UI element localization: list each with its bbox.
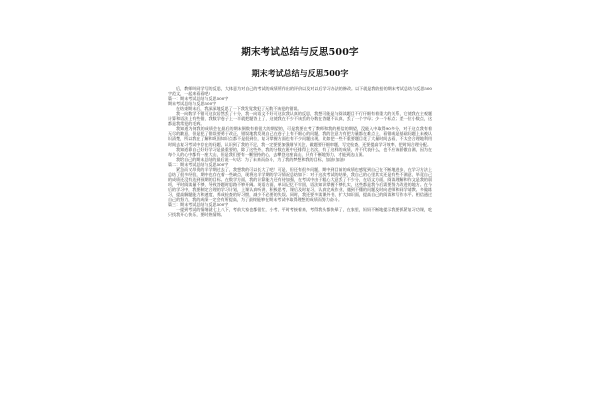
body-paragraph: 在结束期末后，我深深地反思了一下我发觉我犯了无数不该犯的错误。 [176, 106, 302, 112]
document-body [168, 86, 432, 217]
section-heading: 篇三：期末考试总结与反思500字 [168, 202, 229, 208]
body-paragraph: 紧急而又昂贵的半学期过去了，我想我的可以长大了吧！可是，但还有很多问题，期中到目前的成绩也感觉到自己在不断地进步，在学习方法上总结了很多经验，期中也存在着一些缺点，现将这半学期的学习情况总结如下：对于这次考试的结果，我自己的心里其实还是有些不满意，毕竟自己的成绩还没有达到预期的目标。在数学方面，我的计算能力还有待加强，在考试中由于粗心大意丢了不少分，在语文方面，阅读理解和作文是我的弱项，平时阅读量不够，导致答题时思路不够开阔。英语方面，单词记忆不牢固，语法知识掌握不够扎实，这些都是我今后需要努力改进的地方。在今后的学习中，我要制定合理的学习计划，上课认真听讲，积极思考，课后及时复习，认真完成作业，遇到不懂的问题及时向老师和同学请教。多做练习，提高解题能力和速度，养成检查的好习惯，减少不必要的失误。同时，我还要多读课外书，扩大知识面，提高自己的阅读和写作水平。相信通过自己的努力，我的成绩一定会有所提高，为了最终能够在期末考试中取得理想的成绩而努力奋斗。 [168, 166, 432, 203]
body-paragraph: 一提到考试的情绪就七上八下，考前大家也都很忙，小考、平时考接着来，考得我头都快晕了，在家里，妈妈不断地提示我要抓紧复习功课，吃只找我开心快乐，要时热情绵。 [168, 207, 432, 218]
section-heading: 篇一：期末考试总结与反思500字 [168, 96, 229, 102]
body-paragraph: 我知道靠自己好好学习是最重要的，除了这些外，我的分数在班中还排得上名次，有了这样的成绩，并不代表什么，也不应该骄傲自满，因为在每个人的心中都有一座大山，但是我们要有一颗坚持的心，去攀登这座高山，只有不断地努力，才能到达山顶。 [168, 146, 432, 157]
section-heading: 期末考试总结与反思500字 [168, 101, 217, 107]
document-page [168, 30, 432, 392]
body-paragraph: 我知道为何我的成绩会在最后的期末倒数有着很大的期望的，可是我要在考了教师和我的相信的期望，没能入中取得90多分，对于这点我有着无尽的歉意，但是犯了错误要勇于改正，错误地我发现自己在卷子上有不细心的问题，我的注意力有把力量都在难点上，看错或是基础问题上未被认识清楚，所以我在了解和巩固知识点都不是很到位，复习掌握方面也有不少问题出现，比如把一些不重要题目花了大量时间去看，不太会合理地利用时间去复习考试中存在的问题，认识到了我的不足，我一定要要加强细节关注，做题要仔细审题，写完检查，还要提高学习效率，把时间合理分配。 [168, 126, 432, 147]
document-title: 期末考试总结与反思500字 [241, 47, 359, 58]
document-subtitle: 期末考试总结与反思500字 [251, 68, 349, 78]
body-paragraph: 我一向数学不错可这次居然丢了十分，我一向语文不好可这次我认真的反思，我想可能是与阅读题目不行仔细有着重大的关系，它使我在主观题计算和语法上有些错，我数学卷子上一半就把题答上了，这使我在不少不该丢的分数在答题不认真，丢了一个字母；少一个标点；差一位小数点，这都是我常犯的毛病。 [168, 111, 432, 127]
body-paragraph: 我给自己的期末总结的最后说一句话：为了未来而奋斗，为了我的梦想和我的目标，加油!加油! [176, 156, 346, 162]
body-paragraph: 后，教师叫同学写的反思，大体意为对自己的考试的成绩所作出的评价以及对以后学习办法的修改。以下就是我收拾的期末考试总结与反思500字范文，一起来看看吧! [168, 86, 432, 97]
section-heading: 篇二：期末考试总结与反思500字 [168, 161, 229, 167]
